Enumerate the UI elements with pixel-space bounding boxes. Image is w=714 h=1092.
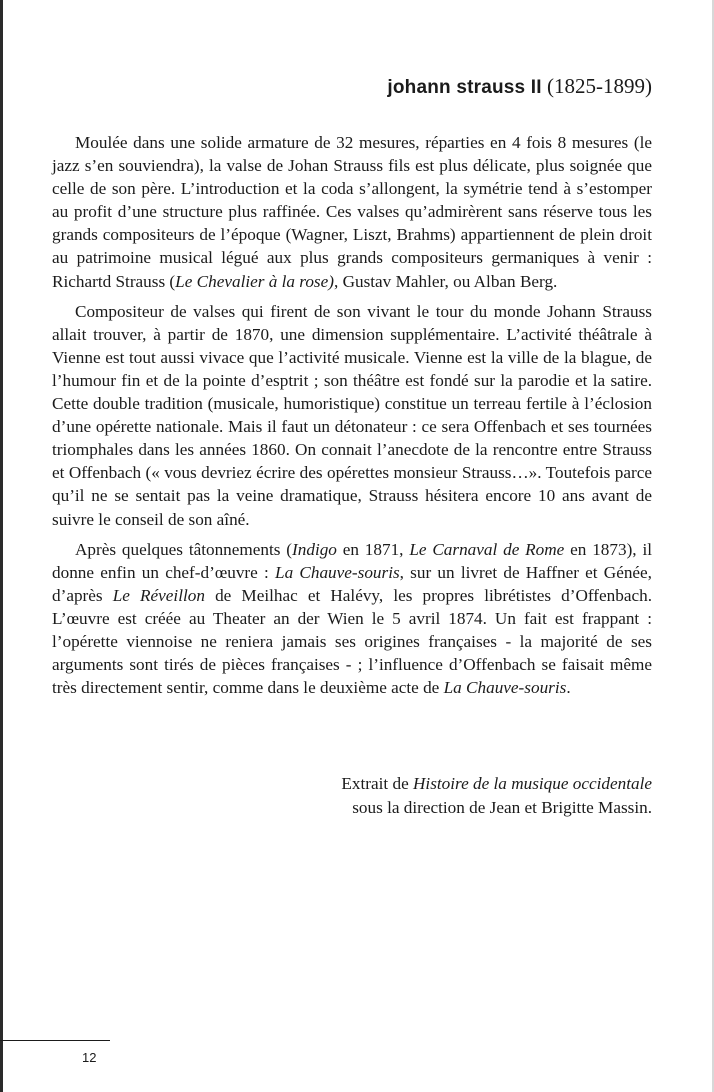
header-dates: (1825-1899) — [547, 74, 652, 98]
paragraph-1-text-end: , Gustav Mahler, ou Alban Berg. — [333, 271, 558, 291]
credit-book-title: Histoire de la musique occidentale — [413, 774, 652, 793]
paragraph-3-text-e: de Meilhac et Halévy, les propres librétistes d’Offenbach. L’œuvre est créée au Theater an der Wien le 5 avril 1874. Un fait est frappant : l’opérette viennoise ne reniera jamais ses origines françaises - la majorité de ses arguments sont tirés de pièces françaises - ; l’influence d’Offenbach se faisait même très directement sentir, comme dans le deuxième acte de — [52, 585, 652, 698]
title-le-reveillon: Le Réveillon — [112, 585, 205, 605]
credit-line-2: sous la direction de Jean et Brigitte Massin. — [352, 798, 652, 817]
paragraph-3-text-c: en 1873), il donne enfin un chef-d’œuvre : — [52, 539, 652, 582]
paragraph-3-text-d: , sur un livret de Haffner et Génée, d’après — [52, 562, 652, 605]
paragraph-3-text-a: Après quelques tâtonnements ( — [75, 539, 293, 559]
title-la-chauve-souris-2: La Chauve-souris — [443, 678, 567, 698]
source-credit — [341, 772, 652, 820]
title-le-carnaval-de-rome: Le Carnaval de Rome — [409, 539, 565, 559]
body-text — [52, 131, 652, 706]
credit-prefix: Extrait de — [341, 774, 414, 793]
footer-rule — [0, 1040, 110, 1041]
credit-line-1 — [341, 772, 652, 796]
title-indigo: Indigo — [292, 539, 337, 559]
header-name: johann strauss II — [387, 77, 542, 98]
title-la-chauve-souris: La Chauve-souris — [275, 562, 400, 582]
page-number: 12 — [82, 1050, 97, 1065]
paragraph-3-text-b: en 1871, — [336, 539, 410, 559]
page-header — [387, 74, 652, 99]
page-edge-left — [0, 0, 3, 1092]
paragraph-3-text-f: . — [566, 678, 571, 698]
title-le-chevalier-a-la-rose: Le Chevalier à la rose) — [175, 271, 334, 291]
paragraph-3 — [52, 538, 652, 700]
paragraph-2: Compositeur de valses qui firent de son vivant le tour du monde Johann Strauss allait trouver, à partir de 1870, une dimension supplémentaire. L’activité théâtrale à Vienne est tout aussi vivace que l’activité musicale. Vienne est la ville de la blague, de l’humour fin et de la pointe d’esptrit ; son théâtre est fondé sur la parodie et la satire. Cette double tradition (musicale, humoristique) constitue un terreau fertile à l’éclosion d’une opérette nationale. Mais il faut un détonateur : ce sera Offenbach et ses tournées triomphales dans les années 1860. On connait l’anecdote de la rencontre entre Strauss et Offenbach (« vous devriez écrire des opérettes monsieur Strauss…». Toutefois parce qu’il ne se sentait pas la veine dramatique, Strauss hésitera encore 10 ans avant de suivre le conseil de son aîné. — [52, 301, 652, 529]
paragraph-1 — [52, 131, 652, 293]
paragraph-1-text: Moulée dans une solide armature de 32 mesures, réparties en 4 fois 8 mesures (le jazz s’en souviendra), la valse de Johan Strauss fils est plus délicate, plus soignée que celle de son père. L’introduction et la coda s’allongent, la symétrie tend à s’estomper au profit d’une structure plus raffinée. Ces valses qu’admirèrent sans réserve tous les grands compositeurs de l’époque (Wagner, Liszt, Brahms) appartiennent de plein droit au patrimoine musical légué aux plus grands compositeurs germaniques à venir : Richartd Strauss ( — [52, 133, 652, 291]
